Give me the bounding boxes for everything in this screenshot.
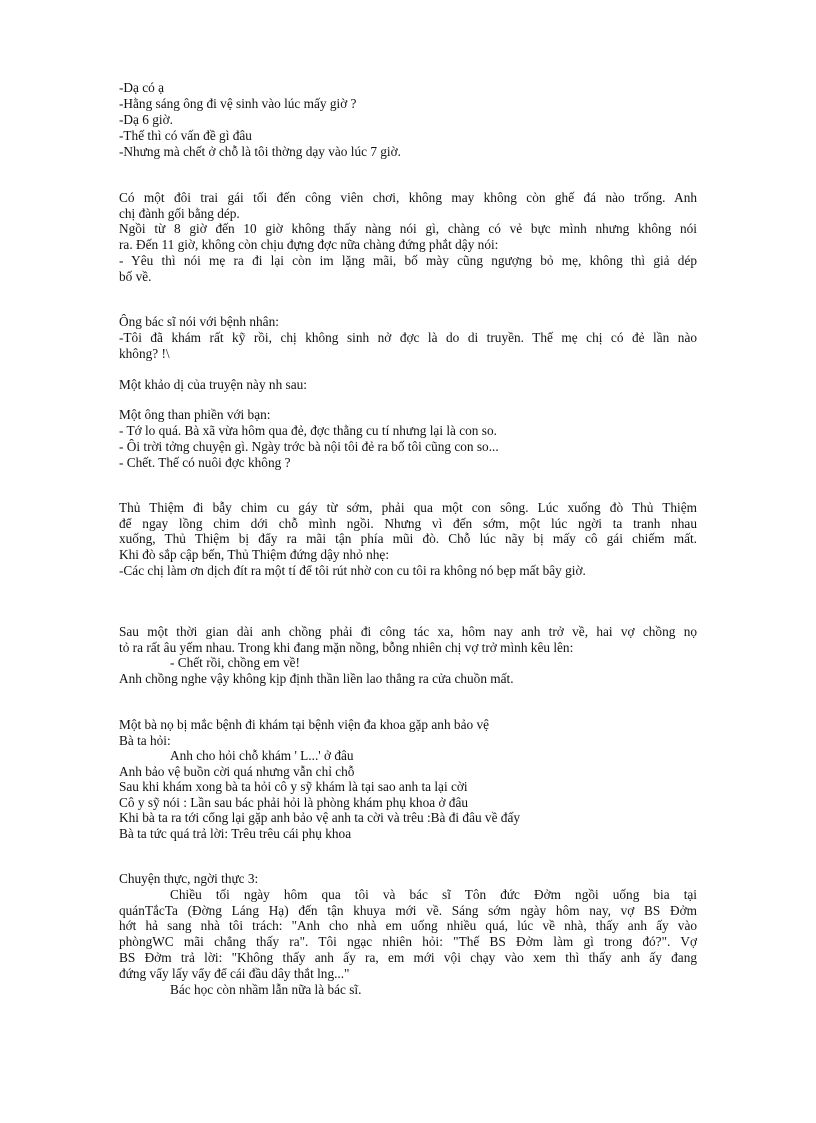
text-line: Một ông than phiền với bạn: — [119, 407, 271, 422]
text-line: -Thế thì có vấn đề gì đâu — [119, 128, 252, 143]
text-line: Thủ Thiệm đi bẫy chim cu gáy từ sớm, phải qua một con sông. Lúc xuống đò Thủ Thiệm — [119, 500, 697, 515]
text-line: phòngWC mãi chẳng thấy ra". Tôi ngạc nhiên hỏi: "Thế BS Đởm làm gì trong đó?". Vợ — [119, 934, 697, 949]
text-line: Khi đò sắp cập bến, Thủ Thiệm đứng dậy nhỏ nhẹ: — [119, 547, 390, 562]
text-line: Anh cho hỏi chỗ khám ' L...' ở đâu — [170, 748, 354, 763]
text-line: Bà ta tức quá trả lời: Trêu trêu cái phụ khoa — [119, 826, 352, 841]
text-line: chị đành gối bằng dép. — [119, 206, 240, 221]
text-line: Ngồi từ 8 giờ đến 10 giờ không thấy nàng nói gì, chàng có vẻ bực mình nhưng không nói — [119, 221, 697, 236]
text-line: Một bà nọ bị mắc bệnh đi khám tại bệnh viện đa khoa gặp anh bảo vệ — [119, 717, 489, 732]
text-line: để ngay lồng chim dới chỗ mình ngồi. Nhưng vì đến sớm, một lúc ngời ta tranh nhau — [119, 516, 697, 531]
text-line: Cô y sỹ nói : Lần sau bác phải hỏi là phòng khám phụ khoa ở đâu — [119, 795, 468, 810]
text-line: xuống, Thủ Thiệm bị đẩy ra mãi tận phía mũi đò. Chỗ lúc nãy bị mấy cô gái chiếm mất. — [119, 531, 697, 546]
text-line: BS Đởm trả lời: "Không thấy anh ấy ra, em mới vội chạy vào xem thì thấy anh ấy đang — [119, 950, 697, 965]
text-line: Chuyện thực, ngời thực 3: — [119, 871, 259, 886]
text-line: ra. Đến 11 giờ, không còn chịu đựng đợc nữa chàng đứng phắt dậy nói: — [119, 237, 499, 252]
text-line: - Chết. Thế có nuôi đợc không ? — [119, 455, 291, 470]
text-line: Ông bác sĩ nói với bệnh nhân: — [119, 314, 279, 329]
text-line: Có một đôi trai gái tối đến công viên chơi, không may không còn ghế đá nào trống. Anh — [119, 190, 697, 205]
text-line: tỏ ra rất âu yếm nhau. Trong khi đang mặn nồng, bỗng nhiên chị vợ trở mình kêu lên: — [119, 640, 574, 655]
text-line: đứng vẩy lấy vẩy để cái đầu dây thắt lng..." — [119, 966, 350, 981]
text-line: quánTắcTa (Đờng Láng Hạ) đến tận khuya mới về. Sáng sớm ngày hôm nay, vợ BS Đởm — [119, 903, 697, 918]
text-line: hớt hả sang nhà tôi trách: "Anh cho nhà em uống nhiều quá, lúc về nhà, thấy anh ấy vào — [119, 918, 697, 933]
text-line: bố về. — [119, 269, 152, 284]
text-line: Một khảo dị của truyện này nh sau: — [119, 377, 307, 392]
text-line: Khi bà ta ra tới cổng lại gặp anh bảo vệ anh ta cời và trêu :Bà đi đâu về đấy — [119, 810, 521, 825]
text-line: Anh bảo vệ buồn cời quá nhưng vẫn chỉ chỗ — [119, 764, 355, 779]
text-line: Sau một thời gian dài anh chồng phải đi công tác xa, hôm nay anh trở về, hai vợ chồng nọ — [119, 624, 697, 639]
text-line: -Dạ có ạ — [119, 80, 165, 95]
text-line: Bà ta hỏi: — [119, 733, 171, 748]
text-line: -Nhưng mà chết ở chỗ là tôi thờng dạy vào lúc 7 giờ. — [119, 144, 401, 159]
text-line: -Hằng sáng ông đi vệ sinh vào lúc mấy giờ ? — [119, 96, 357, 111]
text-line: - Yêu thì nói mẹ ra đi lại còn im lặng mãi, bố mày cũng ngượng bỏ mẹ, không thì giả dép — [119, 253, 697, 268]
text-line: -Các chị làm ơn dịch đít ra một tí để tôi rút nhờ con cu tôi ra không nó bẹp mất bây giờ. — [119, 563, 586, 578]
text-line: -Dạ 6 giờ. — [119, 112, 173, 127]
text-line: không? !\ — [119, 346, 170, 361]
text-line: - Tớ lo quá. Bà xã vừa hôm qua đẻ, đợc thằng cu tí nhưng lại là con so. — [119, 423, 497, 438]
text-line: - Ôi trời tởng chuyện gì. Ngày trớc bà nội tôi đẻ ra bố tôi cũng con so... — [119, 439, 499, 454]
text-line: Chiều tối ngày hôm qua tôi và bác sĩ Tôn đức Đởm ngồi uống bia tại — [170, 887, 697, 902]
text-line: Bác học còn nhầm lẫn nữa là bác sĩ. — [170, 982, 362, 997]
text-line: - Chết rồi, chồng em về! — [170, 655, 300, 670]
text-line: Sau khi khám xong bà ta hỏi cô y sỹ khám là tại sao anh ta lại cời — [119, 779, 468, 794]
text-line: Anh chồng nghe vậy không kịp định thần liền lao thẳng ra cửa chuồn mất. — [119, 671, 514, 686]
text-line: -Tôi đã khám rất kỹ rồi, chị không sinh nở đợc là do di truyền. Thế mẹ chị có đẻ lần nào — [119, 330, 697, 345]
